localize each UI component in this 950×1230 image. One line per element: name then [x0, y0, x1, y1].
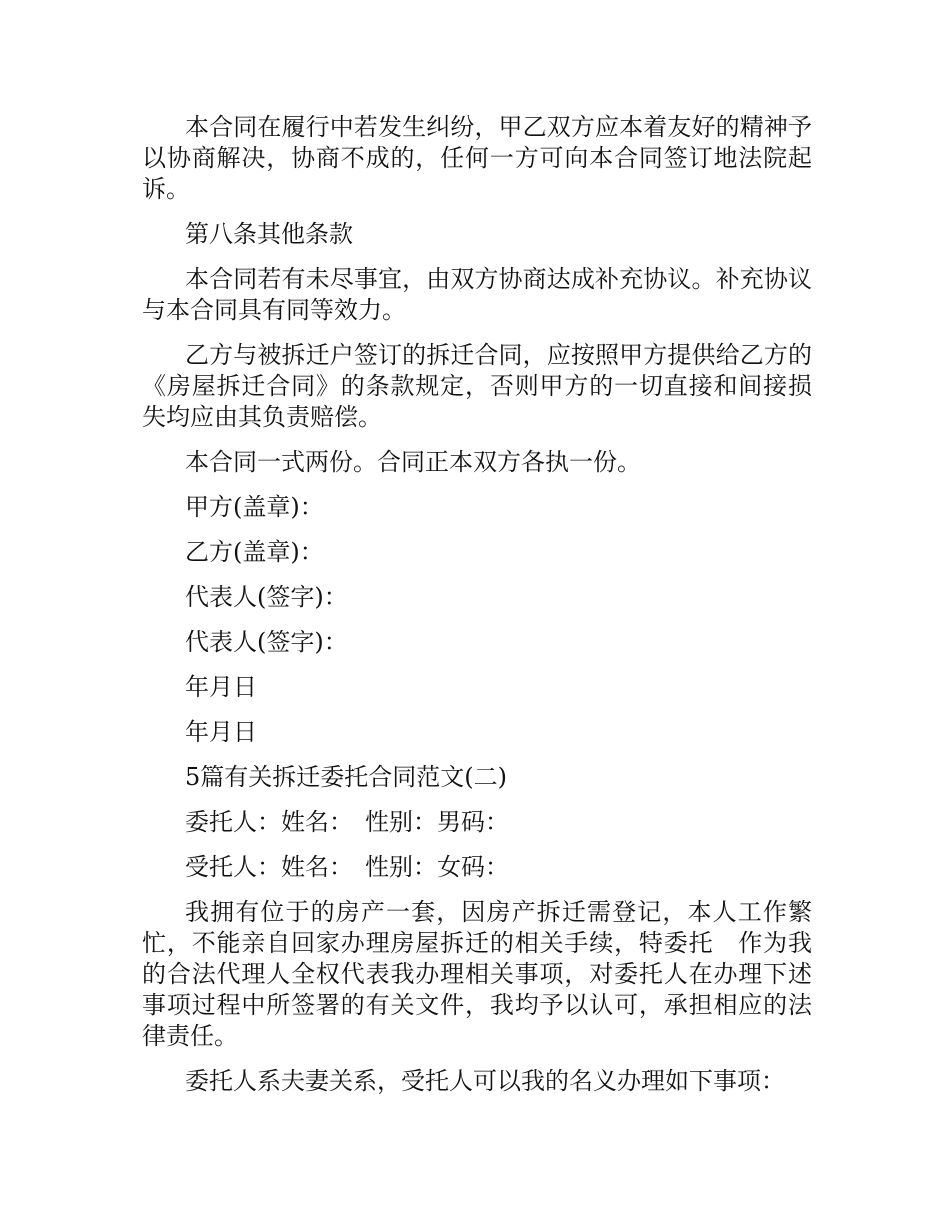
document-page: [142, 112, 812, 1111]
party-b-seal-line: 乙方(盖章)：: [185, 538, 324, 566]
document-subtitle: 5篇有关拆迁委托合同范文(二): [185, 763, 507, 791]
paragraph-supplementary-agreement: 本合同若有未尽事宜，由双方协商达成补充协议。补充协议与本合同具有同等效力。: [142, 265, 812, 324]
paragraph-copies: 本合同一式两份。合同正本双方各执一份。: [185, 448, 641, 476]
date-line-b: 年月日: [185, 718, 257, 746]
agent-info-line: 受托人：姓名： 性别：女码：: [185, 853, 509, 881]
paragraph-demolition-contract-terms: 乙方与被拆迁户签订的拆迁合同，应按照甲方提供给乙方的《房屋拆迁合同》的条款规定，否则甲方的一切直接和间接损失均应由其负责赔偿。: [142, 341, 812, 431]
party-a-seal-line: 甲方(盖章)：: [185, 493, 324, 521]
paragraph-entrustment-statement: 我拥有位于的房产一套，因房产拆迁需登记，本人工作繁忙，不能亲自回家办理房屋拆迁的相关手续，特委托 作为我的合法代理人全权代表我办理相关事项，对委托人在办理下述事项过程中所签署的有关文件，我均予以认可，承担相应的法律责任。: [142, 898, 812, 1050]
date-line-a: 年月日: [185, 673, 257, 701]
paragraph-entrusted-matters-intro: 委托人系夫妻关系，受托人可以我的名义办理如下事项：: [185, 1067, 785, 1095]
representative-signature-line-b: 代表人(签字)：: [185, 628, 348, 656]
representative-signature-line-a: 代表人(签字)：: [185, 583, 348, 611]
paragraph-dispute-resolution: 本合同在履行中若发生纠纷，甲乙双方应本着友好的精神予以协商解决，协商不成的，任何一方可向本合同签订地法院起诉。: [142, 113, 812, 203]
section-heading-article-8: 第八条其他条款: [185, 220, 353, 248]
principal-info-line: 委托人：姓名： 性别：男码：: [185, 808, 509, 836]
